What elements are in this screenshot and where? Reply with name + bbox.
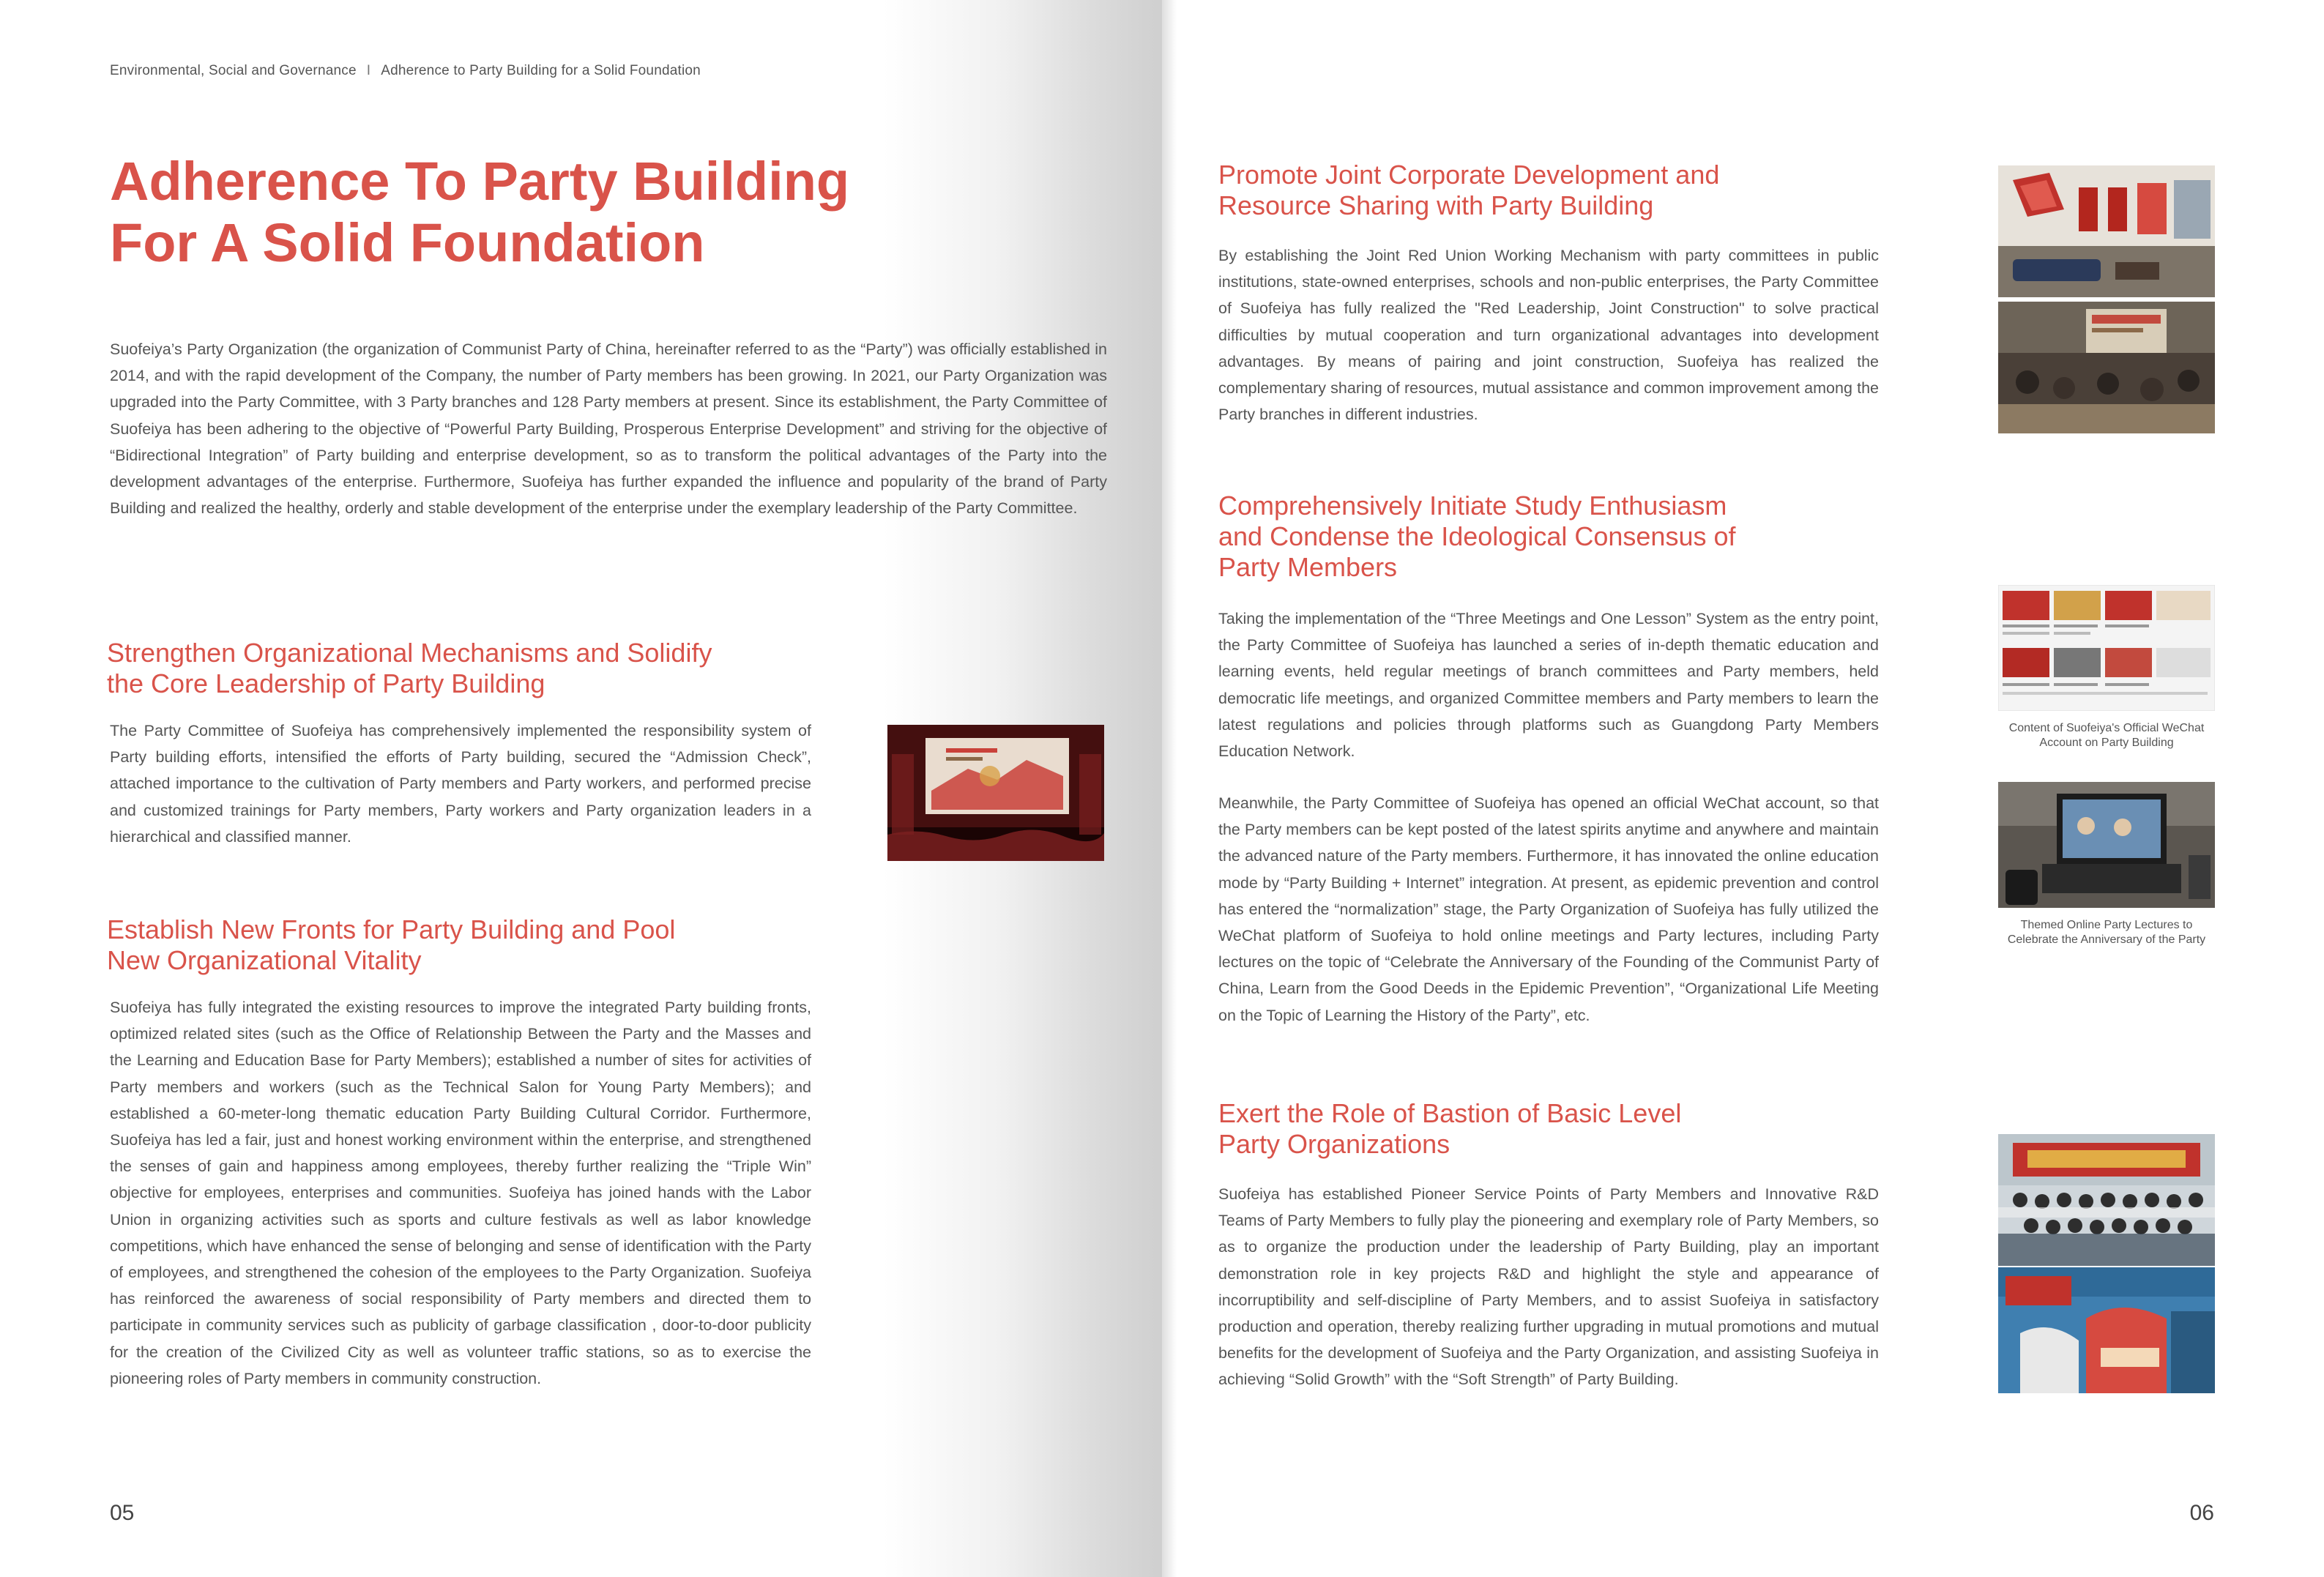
section-body-joint-development: By establishing the Joint Red Union Working Mechanism with party committees in public institutions, state-owned enterprises, schools and non-public enterprises, the Party Committee of Suofeiya has fully realized the "Red Leadership, Joint Construction" to solve practical difficulties by mutual cooperation and turn organizational advantages into development advantages. By means of pairing and joint construction, Suofeiya has realized the complementary sharing of resources, mutual assistance and common improvement among the Party branches in different industries. [1218,247,1879,424]
section-body-new-fronts: Suofeiya has fully integrated the existing resources to improve the integrated Party building fronts, optimized related sites (such as the Office of Relationship Between the Party and the Masses and the Learning and Education Base for Party Members); established a number of sites for activities of Party members and workers (such as the Technical Salon for Young Party Members); and established a 60-meter-long thematic education Party Building Cultural Corridor. Furthermore, Suofeiya has led a fair, just and honest working environment within the enterprise, and strengthened the senses of gain and happiness among employees, thereby further realizing the “Triple Win” objective for employees, enterprises and communities. Suofeiya has joined hands with the Labor Union in organizing activities such as sports and culture festivals as well as labor knowledge competitions, which have enhanced the sense of belonging and sense of identification with the Party of employees, and strengthened the cohesion of the employees to the Party Organization. Suofeiya has reinforced the awareness of social responsibility of Party members and directed them to participate in community services such as publicity of garbage classification , door-to-door publicity for the creation of the Civilized City as well as volunteer traffic stations, so as to exercise the pioneering roles of Party members in community construction. [110,999,811,1387]
caption-line: Content of Suofeiya's Official WeChat [2008,722,2205,734]
header-separator: I [366,63,371,78]
caption-line: Celebrate the Anniversary of the Party [2007,933,2206,946]
page-title-line-2: For A Solid Foundation [110,212,705,273]
section-body-study-enthusiasm: Taking the implementation of the “Three Meetings and One Lesson” System as the entry point, the Party Committee of Suofeiya has launched a series of in-depth thematic education and learning events, held regular meetings of branch committees and Party members, held democratic life meetings, and organized Committee members and Party members to learn the latest regulations and policies through platforms such as Guangdong Party Members Education Network. [1218,610,1879,761]
right-page [1162,0,2324,1577]
heading-line: Resource Sharing with Party Building [1218,190,1654,220]
caption-wechat-account [1998,721,2215,750]
intro-paragraph: Suofeiya’s Party Organization (the organization of Communist Party of China, hereinafter referred to as the “Party”) was officially established in 2014, and with the rapid development of the Company, the number of Party members has been growing. In 2021, our Party Organization was upgraded into the Party Committee, with 3 Party branches and 128 Party members at present. Since its establishment, the Party Committee of Suofeiya has been adhering to the objective of “Powerful Party Building, Prosperous Enterprise Development” and striving for the objective of “Bidirectional Integration” of Party building and enterprise development, so as to transform the political advantages of the Party into the development advantages of the enterprise. Furthermore, Suofeiya has further expanded the influence and popularity of the brand of Party Building and realized the healthy, orderly and stable development of the enterprise under the exemplary leadership of the Party Committee. [110,340,1107,518]
heading-line: Exert the Role of Bastion of Basic Level [1218,1098,1682,1128]
heading-line: Establish New Fronts for Party Building and Pool [107,914,676,944]
heading-line: Strengthen Organizational Mechanisms and Solidify [107,638,712,668]
page-number-right: 06 [2189,1501,2214,1525]
heading-line: Party Members [1218,552,1398,582]
section-heading-joint-development [1218,160,1877,221]
page-number-left: 05 [110,1501,135,1525]
photo-online-party-lecture [1998,782,2215,908]
header-section: Environmental, Social and Governance [110,63,357,78]
heading-line: Promote Joint Corporate Development and [1218,160,1720,190]
section-body-organizational-mechanisms: The Party Committee of Suofeiya has comprehensively implemented the responsibility system of Party building efforts, intensified the efforts of Party building, secured the “Admission Check”, attached importance to the cultivation of Party members and Party workers, and performed precise and customized trainings for Party members, Party workers and Party organization leaders in a hierarchical and classified manner. [110,722,811,846]
photo-joint-meeting [1998,302,2215,433]
heading-line: New Organizational Vitality [107,945,422,975]
page-title-line-1: Adherence To Party Building [110,151,850,212]
header-chapter: Adherence to Party Building for a Solid Foundation [381,63,701,78]
section-heading-study-enthusiasm [1218,491,1877,583]
caption-line: Account on Party Building [2039,737,2174,749]
image-wechat-account-content [1998,585,2215,711]
section-body-bastion-role: Suofeiya has established Pioneer Service Points of Party Members and Innovative R&D Teams of Party Members to fully play the pioneering and exemplary role of Party Members, so as to organize the production under the leadership of Party Building, play an important demonstration role in key projects R&D and highlight the style and appearance of incorruptibility and self-discipline of Party Members, and to assist Suofeiya in satisfactory production and operation, thereby realizing further upgrading in mutual promotions and mutual benefits for the development of Suofeiya and the Party Organization, and assisting Suofeiya in achieving “Solid Growth” with the “Soft Strength” of Party Building. [1218,1185,1879,1389]
caption-online-lectures [1998,918,2215,947]
section-heading-bastion-role [1218,1098,1877,1160]
section-body-wechat-education: Meanwhile, the Party Committee of Suofeiya has opened an official WeChat account, so that the Party members can be kept posted of the latest spirits anytime and anywhere and maintain the advanced nature of the Party members. Furthermore, it has innovated the online education mode by “Party Building + Internet” integration. At present, as epidemic prevention and control has entered the “normalization” stage, the Party Organization of Suofeiya has fully utilized the WeChat platform of Suofeiya to hold online meetings and Party lectures, including Party lectures on the topic of “Celebrate the Anniversary of the Founding of the Communist Party of China, Learn from the Good Deeds in the Epidemic Prevention”, “Organizational Life Meeting on the Topic of Learning the History of the Party”, etc. [1218,794,1879,1024]
photo-party-building-room [1998,165,2215,297]
heading-line: Party Organizations [1218,1129,1450,1159]
photo-community-service [1998,1267,2215,1393]
caption-line: Themed Online Party Lectures to [2020,919,2193,931]
heading-line: Comprehensively Initiate Study Enthusiasm [1218,491,1727,521]
heading-line: and Condense the Ideological Consensus of [1218,521,1736,551]
photo-culture-festival-group [1998,1134,2215,1266]
heading-line: the Core Leadership of Party Building [107,668,545,698]
